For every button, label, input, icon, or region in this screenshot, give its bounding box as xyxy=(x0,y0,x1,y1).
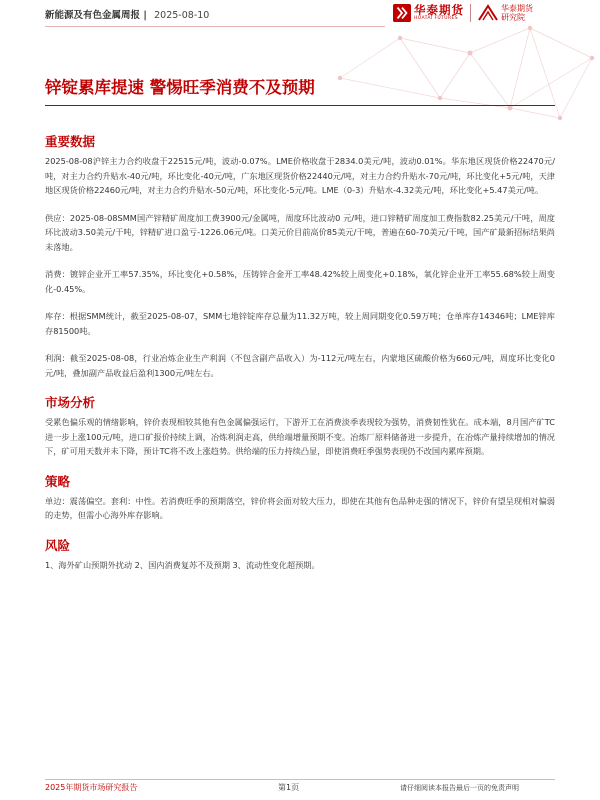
report-date: 2025-08-10 xyxy=(154,10,210,21)
page-number: 第1页 xyxy=(278,783,300,792)
key-data-title: 重要数据 xyxy=(45,134,96,149)
risk-title: 风险 xyxy=(45,537,71,553)
brand-en: HUATAI FUTURES xyxy=(414,16,458,21)
report-series xyxy=(45,7,209,21)
key-data-inventory: 库存：根据SMM统计，截至2025-08-07，SMM七地锌锭库存总量为11.32万吨，较上周同期变化0.59万吨；仓单库存14346吨；LME锌库存81500吨。 xyxy=(45,311,555,336)
strategy-section xyxy=(45,472,555,523)
key-data-supply: 供应：2025-08-08SMM国产锌精矿周度加工费3900元/金属吨，周度环比波动0 元/吨，进口锌精矿周度加工费指数82.25美元/干吨，周度环比波动3.50美元/干吨，锌精矿进口盈亏-1226.06元/吨。口美元价目前高价85美元/干吨，普遍在60-70美元/干吨，国产矿最新招标结果尚未落地。 xyxy=(45,212,555,252)
key-data-consumption: 消费：镀锌企业开工率57.35%，环比变化+0.58%，压铸锌合金开工率48.42%较上周变化+0.18%，氧化锌企业开工率55.68%较上周变化-0.45%。 xyxy=(45,269,555,294)
disclaimer-note: 请仔细阅读本报告最后一页的免责声明 xyxy=(400,784,519,792)
institute-line2: 研究院 xyxy=(501,13,525,22)
footer-rule xyxy=(45,779,555,780)
header-separator: | xyxy=(143,10,147,21)
report-name: 新能源及有色金属周报 xyxy=(45,10,141,21)
institute-line1: 华泰期货 xyxy=(501,3,533,13)
key-data-profit: 利润：截至2025-08-08，行业冶炼企业生产利润（不包含副产品收入）为-112元/吨左右，内蒙地区硫酸价格为660元/吨，周度环比变化0元/吨，叠加副产品收益后盈利1300元/吨左右。 xyxy=(45,353,555,378)
market-analysis-section xyxy=(45,393,555,459)
risk-section xyxy=(45,536,555,573)
decorative-network-graphic xyxy=(330,18,600,138)
report-body xyxy=(45,132,555,585)
strategy-text: 单边：震荡偏空。套利：中性。若消费旺季的预期落空，锌价将会面对较大压力，即使在其他有色品种走强的情况下，锌价有望呈现相对偏弱的走势，但需小心海外库存影响。 xyxy=(45,495,555,520)
risk-text: 1、海外矿山预期外扰动 2、国内消费复苏不及预期 3、流动性变化超预期。 xyxy=(45,559,320,570)
page-headline: 锌锭累库提速 警惕旺季消费不及预期 xyxy=(45,78,315,97)
brand-cn: 华泰期货 xyxy=(414,2,464,17)
headline-rule xyxy=(45,105,555,106)
strategy-title: 策略 xyxy=(45,473,71,489)
footer-report-label: 2025年期货市场研究报告 xyxy=(45,783,138,792)
market-analysis-text: 受累色偏乐观的情绪影响，锌价表现相较其他有色金属偏强运行，下游开工在消费淡季表现较为强势，消费韧性犹在。成本端，8月国产矿TC进一步上涨100元/吨，进口矿报价持续上调，冶炼利润走高，供给端增量预期不变。冶炼厂原料储备进一步提升，在冶炼产量持续增加的情况下，矿可用天数并未下降，预计TC将不改上涨趋势。供给端的压力持续凸显，即使消费旺季强势表现仍不改国内累库预期。 xyxy=(45,417,555,456)
market-analysis-title: 市场分析 xyxy=(45,395,96,410)
key-data-prices: 2025-08-08沪锌主力合约收盘于22515元/吨，波动-0.07%。LME价格收盘于2834.0美元/吨，波动0.01%。华东地区现货价格22470元/吨，对主力合约升贴水-40元/吨，环比变化-40元/吨，广东地区现货价格22440元/吨，对主力合约升贴水-70元/吨，环比变化+5元/吨，天津地区现货价格22460元/吨，对主力合约升贴水-50元/吨，环比变化-5元/吨。LME（0-3）升贴水-4.32美元/吨，环比变化+5.47美元/吨。 xyxy=(45,156,555,195)
key-data-section xyxy=(45,132,555,380)
